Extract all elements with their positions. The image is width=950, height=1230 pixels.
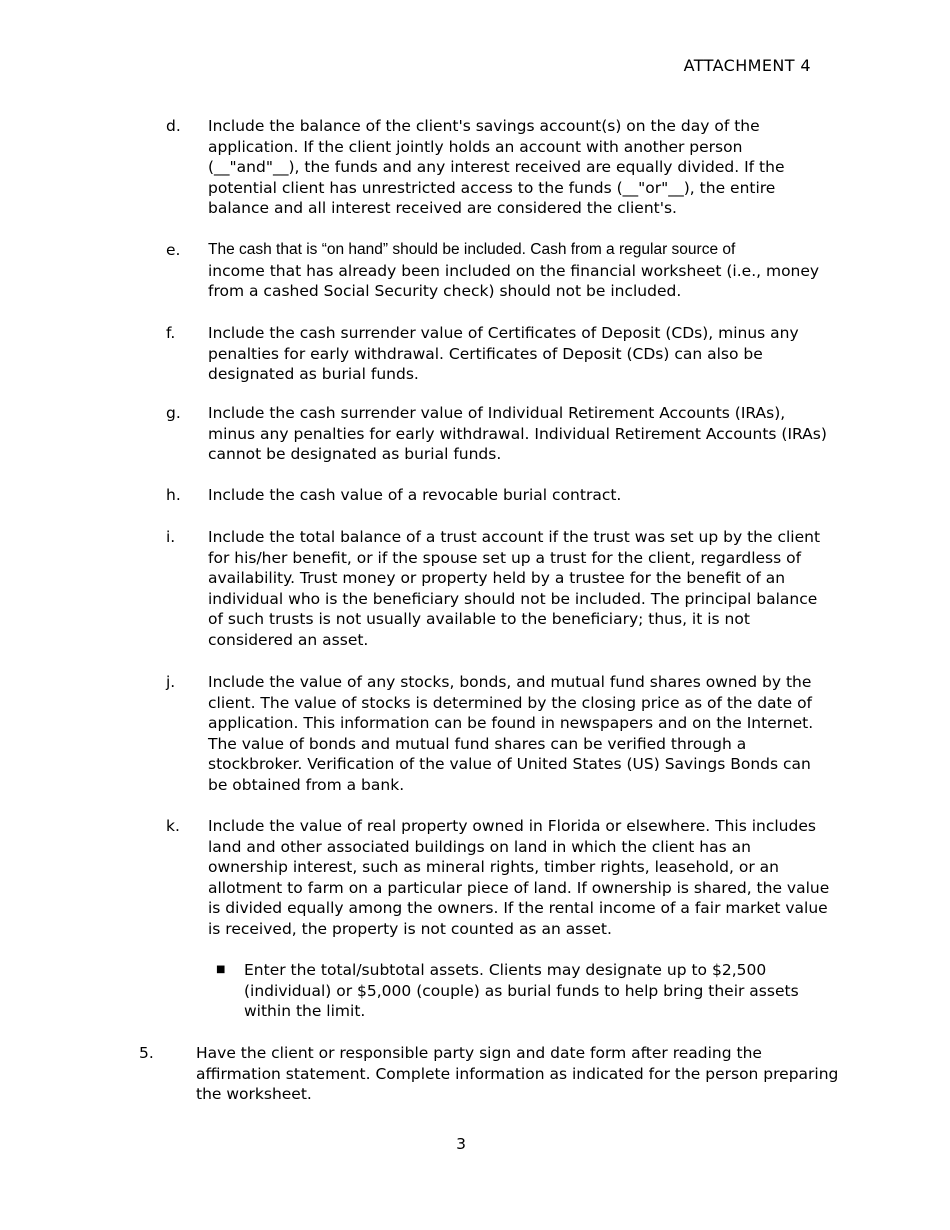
text-line: designated as burial funds.: [208, 365, 419, 383]
text-line: ownership interest, such as mineral rights, timber rights, leasehold, or an: [208, 858, 779, 876]
item-text: [208, 116, 814, 219]
text-line: The value of bonds and mutual fund shares can be verified through a: [208, 734, 747, 753]
text-line: is received, the property is not counted as an asset.: [208, 919, 612, 938]
text-line: The cash that is “on hand” should be included. Cash from a regular source of: [208, 241, 736, 258]
square-bullet-icon: ■: [216, 964, 226, 975]
item-text: [208, 323, 814, 385]
text-line: minus any penalties for early withdrawal. Individual Retirement Accounts (IRAs): [208, 424, 827, 443]
text-line: availability. Trust money or property held by a trustee for the benefit of an: [208, 569, 786, 587]
text-line: income that has already been included on the financial worksheet (i.e., money: [208, 261, 820, 280]
item-label: e.: [166, 241, 181, 259]
text-line: for his/her benefit, or if the spouse set up a trust for the client, regardless of: [208, 548, 802, 567]
text-line: is divided equally among the owners. If the rental income of a fair market value: [208, 899, 828, 917]
item-label: f.: [166, 324, 176, 342]
text-line: Enter the total/subtotal assets. Clients may designate up to $2,500: [244, 961, 767, 979]
item-text: [208, 527, 821, 650]
item-label: k.: [166, 817, 180, 835]
item-text: [208, 240, 820, 302]
text-line: affirmation statement. Complete information as indicated for the person preparing: [196, 1064, 839, 1083]
text-line: Include the balance of the client's savings account(s) on the day of the: [208, 117, 760, 135]
text-line: the worksheet.: [196, 1085, 312, 1103]
text-line: client. The value of stocks is determined by the closing price as of the date of: [208, 693, 813, 712]
bullet-text: [244, 960, 814, 1022]
text-line: within the limit.: [244, 1002, 366, 1020]
item-label: d.: [166, 117, 181, 135]
text-line: potential client has unrestricted access to the funds (__"or"__), the entire: [208, 178, 776, 197]
text-line: Include the cash surrender value of Individual Retirement Accounts (IRAs),: [208, 404, 786, 422]
text-line: individual who is the beneficiary should not be included. The principal balance: [208, 589, 818, 608]
item-label: h.: [166, 486, 181, 504]
text-line: Include the value of any stocks, bonds, and mutual fund shares owned by the: [208, 673, 812, 691]
text-line: from a cashed Social Security check) should not be included.: [208, 282, 682, 300]
item-text: [208, 485, 814, 506]
text-line: cannot be designated as burial funds.: [208, 445, 502, 463]
text-line: be obtained from a bank.: [208, 775, 405, 794]
text-line: of such trusts is not usually available to the beneficiary; thus, it is not: [208, 610, 750, 628]
text-line: (__"and"__), the funds and any interest received are equally divided. If the: [208, 158, 785, 176]
text-line: application. If the client jointly holds an account with another person: [208, 137, 743, 156]
item-label: i.: [166, 528, 176, 546]
text-line: allotment to farm on a particular piece of land. If ownership is shared, the value: [208, 878, 830, 897]
text-line: application. This information can be found in newspapers and on the Internet.: [208, 714, 814, 732]
text-line: (individual) or $5,000 (couple) as burial funds to help bring their assets: [244, 981, 799, 1000]
item-label: g.: [166, 404, 181, 422]
attachment-header: ATTACHMENT 4: [683, 56, 811, 75]
item-label: j.: [166, 673, 176, 691]
item-text: [208, 403, 827, 465]
text-line: considered an asset.: [208, 630, 369, 649]
item-text: [196, 1043, 839, 1105]
text-line: stockbroker. Verification of the value of United States (US) Savings Bonds can: [208, 755, 811, 773]
text-line: Have the client or responsible party sign and date form after reading the: [196, 1044, 762, 1062]
text-line: Include the cash surrender value of Certificates of Deposit (CDs), minus any: [208, 324, 799, 342]
item-label: 5.: [139, 1044, 154, 1062]
page-number: 3: [456, 1135, 466, 1153]
text-line: balance and all interest received are considered the client's.: [208, 199, 677, 217]
item-text: [208, 672, 814, 795]
text-line: Include the cash value of a revocable burial contract.: [208, 486, 622, 504]
text-line: Include the value of real property owned in Florida or elsewhere. This includes: [208, 817, 816, 835]
text-line: penalties for early withdrawal. Certificates of Deposit (CDs) can also be: [208, 344, 763, 363]
text-line: land and other associated buildings on land in which the client has an: [208, 837, 751, 856]
item-text: [208, 816, 830, 939]
text-line: Include the total balance of a trust account if the trust was set up by the client: [208, 528, 821, 546]
